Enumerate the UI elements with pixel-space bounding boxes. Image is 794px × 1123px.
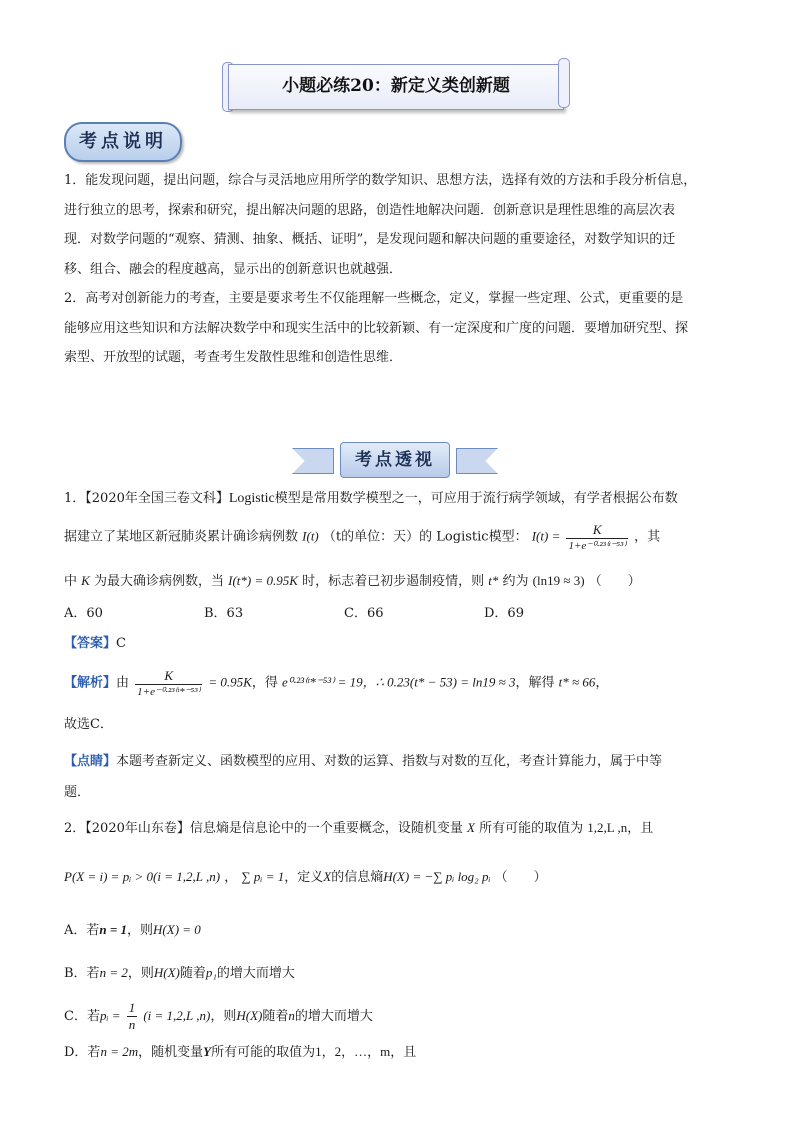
q1-tstar: t* — [488, 573, 499, 588]
q2-optA-result: H(X) = 0 — [153, 922, 201, 937]
q2-optD-values: 1，2，…，m — [315, 1044, 391, 1059]
analysis-text-h: ， — [595, 675, 609, 691]
q2-optD-prefix: D．若 — [64, 1045, 101, 1060]
q2-text1c: 所有可能的取值为 — [479, 821, 584, 836]
q2-X2: X — [323, 869, 332, 884]
q2-optD-values-text: 所有可能的取值为 — [211, 1045, 316, 1060]
q2-optB-then: ，则 — [127, 966, 154, 981]
comment-text1: 本题考查新定义、函数模型的应用、对数的运算、指数与对数的互化，考查计算能力，属于中等 — [116, 754, 663, 769]
q1-source: 1．【2020年全国三卷文科】 — [64, 491, 229, 506]
comment-label: 【点睛】 — [64, 754, 117, 769]
q1-formula-lhs: I(t) = — [531, 528, 561, 544]
q1-option-d[interactable]: D．69 — [484, 606, 524, 621]
q2-optD-tail: ，且 — [390, 1045, 417, 1060]
q2-optC-frac-num: 1 — [128, 1000, 136, 1015]
q1-logistic: Logistic — [228, 491, 275, 506]
q1-text3a: 中 — [64, 574, 78, 589]
q1-comment-line2: 题． — [64, 785, 91, 800]
q2-text1e: ，且 — [627, 821, 654, 836]
q2-optB-p1: p₁ — [205, 965, 217, 980]
q1-K: K — [81, 573, 90, 588]
q2-text2c: ，定义 — [284, 870, 324, 885]
perspective-ribbon — [292, 440, 498, 480]
q1-logistic2: Logistic — [436, 529, 489, 545]
explain-badge: 考点说明 — [64, 122, 182, 162]
q1-frac-num: K — [566, 522, 628, 539]
q2-line2 — [64, 866, 547, 885]
q2-optC-frac-den: n — [128, 1017, 136, 1032]
q1-answer — [64, 632, 126, 651]
q1-text2c: （t的单位：天）的 — [322, 529, 433, 545]
answer-value: C — [116, 636, 126, 651]
q2-optB-prefix: B．若 — [64, 966, 100, 981]
answer-label: 【答案】 — [64, 636, 117, 651]
q1-condition: I(t*) = 0.95K — [228, 573, 298, 588]
page-title: 小题必练20：新定义类创新题 — [282, 76, 510, 96]
q1-It: I(t) — [302, 528, 319, 544]
q1-hint: (ln19 ≈ 3) — [532, 573, 585, 588]
q2-optC-with: 随着 — [262, 1009, 289, 1024]
perspective-badge: 考点透视 — [340, 442, 450, 478]
title-scroll — [222, 58, 570, 114]
analysis-label: 【解析】 — [64, 675, 117, 691]
q2-line1 — [64, 817, 653, 836]
explain-p2-line3: 索型、开放型的试题，考查考生发散性思维和创造性思维． — [64, 350, 403, 365]
q2-optC-fraction — [127, 1000, 138, 1033]
q1-line1 — [64, 487, 678, 507]
q2-optB-cond: n = 2 — [99, 965, 128, 980]
q1-line3 — [64, 570, 641, 589]
analysis-eq2: e⁰·²³⁽ᵗ*⁻⁵³⁾ = 19 — [281, 674, 363, 690]
q2-optB-tail: 的增大而增大 — [216, 966, 295, 981]
q2-option-b[interactable] — [64, 962, 295, 981]
q1-text3e: 时，标志着已初步遏制疫情，则 — [302, 574, 485, 589]
q2-optD-Y: Y — [203, 1044, 212, 1059]
q1-text2e: 模型： — [488, 529, 528, 545]
q2-optD-text: ，随机变量 — [138, 1045, 204, 1060]
analysis-text-a: 由 — [116, 675, 130, 691]
q2-prob-def: P(X = i) = pᵢ > 0(i = 1,2,L ,n) — [64, 869, 221, 884]
q2-optC-n: n — [288, 1008, 295, 1023]
q2-optD-cond: n = 2m — [100, 1044, 139, 1059]
q2-blank: （ ） — [494, 870, 547, 885]
q2-entropy-def: H(X) = −∑ pᵢ log₂ pᵢ — [383, 869, 491, 884]
q2-text2b: ， — [224, 870, 238, 885]
analysis-frac-den: 1+e⁻⁰·²³⁽ᵗ*⁻⁵³⁾ — [137, 686, 201, 698]
q1-text2g: ，其 — [634, 529, 661, 545]
analysis-text-c: ，得 — [251, 675, 278, 691]
q1-text1: 模型是常用数学模型之一，可应用于流行病学领域，有学者根据公布数 — [274, 491, 678, 506]
analysis-eq3: ，∴ 0.23(t* − 53) = ln19 ≈ 3 — [362, 674, 516, 690]
q2-optA-cond: n = 1 — [99, 922, 128, 937]
analysis-frac-num: K — [135, 668, 202, 685]
q2-optC-pi: pᵢ = — [99, 1008, 121, 1023]
analysis-fraction — [135, 668, 202, 698]
q1-frac-den: 1+e⁻⁰·²³⁽ᵗ⁻⁵³⁾ — [568, 540, 627, 552]
q1-option-a[interactable]: A．60 — [64, 606, 103, 621]
q2-optC-tail: 的增大而增大 — [294, 1009, 373, 1024]
q2-text2e: 的信息熵 — [331, 870, 384, 885]
explain-p1-line3: 现．对数学问题的“观察、猜测、抽象、概括、证明”，是发现问题和解决问题的重要途径，对数学知识的迁 — [64, 232, 676, 247]
q1-text2a: 据建立了某地区新冠肺炎累计确诊病例数 — [64, 529, 299, 545]
q2-optB-with: 随着 — [179, 966, 206, 981]
q2-optC-range: (i = 1,2,L ,n) — [143, 1008, 211, 1023]
ribbon-left-tail — [292, 448, 334, 474]
explain-p1-line4: 移、组合、融会的程度越高，显示出的创新意识也就越强． — [64, 261, 403, 277]
analysis-result: t* ≈ 66 — [558, 674, 596, 690]
q2-optA-prefix: A．若 — [64, 923, 100, 938]
q1-text3c: 为最大确诊病例数，当 — [93, 574, 224, 589]
q1-analysis — [64, 668, 608, 698]
q2-option-d[interactable] — [64, 1041, 416, 1060]
q2-optB-H: H(X) — [153, 965, 180, 980]
explain-p1-line1: 1．能发现问题，提出问题，综合与灵活地应用所学的数学知识、思想方法，选择有效的方法和手段分析信息， — [64, 173, 697, 188]
q2-optA-then: ，则 — [127, 923, 154, 938]
q2-X: X — [467, 820, 475, 835]
q1-formula-fraction — [566, 522, 628, 552]
q2-optC-then: ，则 — [210, 1009, 237, 1024]
q2-values: 1,2,L ,n — [587, 820, 628, 835]
q2-optC-prefix: C．若 — [64, 1009, 100, 1024]
q2-option-a[interactable] — [64, 919, 201, 938]
q1-option-b[interactable]: B．63 — [204, 606, 244, 621]
analysis-eq1: = 0.95K — [208, 674, 252, 690]
explain-p2-line1: 2．高考对创新能力的考查，主要是要求考生不仅能理解一些概念，定义，掌握一些定理、公式，更重要的是 — [64, 291, 684, 306]
analysis-text-f: ，解得 — [515, 675, 555, 691]
q1-conclusion: 故选C． — [64, 717, 113, 732]
q1-text3g: 约为 — [502, 574, 529, 589]
q1-line2 — [64, 522, 660, 552]
explain-p1-line2: 进行独立的思考，探索和研究，提出解决问题的思路，创造性地解决问题．创新意识是理性思维的高层次表 — [64, 202, 676, 218]
q2-text1a: 2．【2020年山东卷】信息熵是信息论中的一个重要概念，设随机变量 — [64, 821, 463, 836]
q2-optC-H: H(X) — [236, 1008, 263, 1023]
q2-sum: ∑ pᵢ = 1 — [241, 869, 285, 884]
q1-blank: （ ） — [588, 574, 641, 589]
explain-section — [64, 166, 740, 373]
q1-option-c[interactable]: C．66 — [344, 606, 384, 621]
explain-p2-line2: 能够应用这些知识和方法解决数学中和现实生活中的比较新颖、有一定深度和广度的问题．要增加研究型、探 — [64, 320, 689, 336]
q1-comment-line1 — [64, 750, 662, 769]
ribbon-right-tail — [456, 448, 498, 474]
q2-option-c[interactable] — [64, 1000, 373, 1033]
